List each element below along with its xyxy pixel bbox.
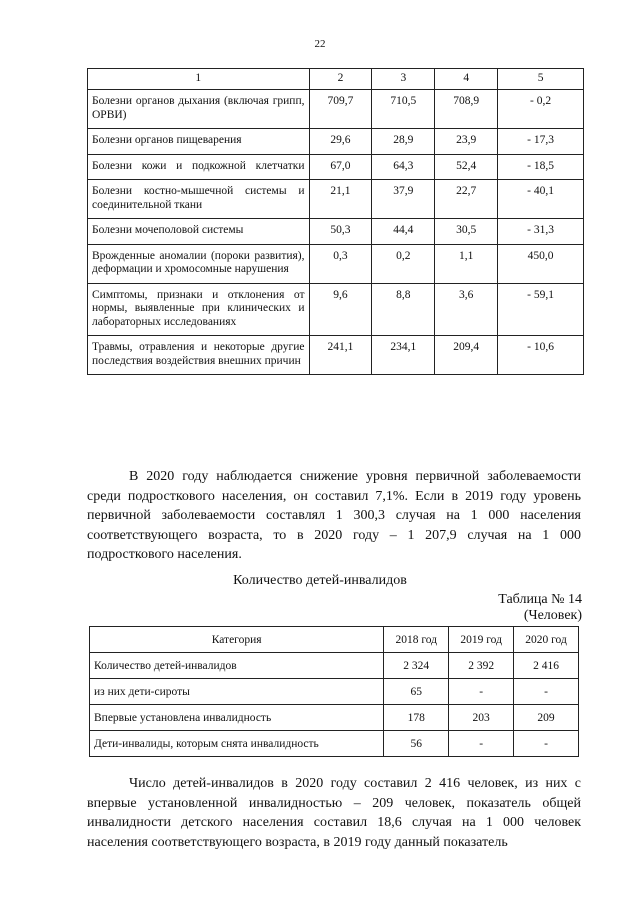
cell-value: 65 [384, 679, 449, 705]
header-cell: 3 [372, 69, 435, 90]
cell-value: - 10,6 [498, 336, 584, 375]
cell-value: - 18,5 [498, 154, 584, 180]
header-cell: 2020 год [514, 627, 579, 653]
row-label: Болезни мочеполовой системы [88, 219, 310, 245]
header-cell: Категория [90, 627, 384, 653]
cell-value: - [514, 679, 579, 705]
cell-value: 8,8 [372, 283, 435, 336]
table-row [88, 219, 584, 245]
row-label: Болезни органов пищеварения [88, 129, 310, 155]
cell-value: 209,4 [435, 336, 498, 375]
cell-value: - [514, 731, 579, 757]
header-cell: 5 [498, 69, 584, 90]
cell-value: - 40,1 [498, 180, 584, 219]
cell-value: 234,1 [372, 336, 435, 375]
row-label: из них дети-сироты [90, 679, 384, 705]
cell-value: 3,6 [435, 283, 498, 336]
cell-value: 2 392 [449, 653, 514, 679]
table-row [88, 283, 584, 336]
row-label: Впервые установлена инвалидность [90, 705, 384, 731]
cell-value: 2 416 [514, 653, 579, 679]
cell-value: 0,2 [372, 244, 435, 283]
header-cell: 2018 год [384, 627, 449, 653]
cell-value: 9,6 [309, 283, 372, 336]
header-cell: 4 [435, 69, 498, 90]
paragraph-disability: Число детей-инвалидов в 2020 году составил 2 416 человек, из них с впервые установленной инвалидностью – 209 человек, показатель общей инвалидности детского населения составил 18,6 случая на 1 000 человек населения соответствующего возраста, в 2019 году данный показатель [87, 776, 581, 850]
cell-value: 50,3 [309, 219, 372, 245]
cell-value: 0,3 [309, 244, 372, 283]
table-row [88, 244, 584, 283]
row-label: Симптомы, признаки и отклонения от нормы, выявленные при клинических и лабораторных исследованиях [88, 283, 310, 336]
row-label: Врожденные аномалии (пороки развития), деформации и хромосомные нарушения [88, 244, 310, 283]
row-label: Болезни органов дыхания (включая грипп, ОРВИ) [88, 90, 310, 129]
cell-value: - 31,3 [498, 219, 584, 245]
cell-value: 241,1 [309, 336, 372, 375]
table-row [88, 154, 584, 180]
cell-value: 30,5 [435, 219, 498, 245]
row-label: Болезни костно-мышечной системы и соединительной ткани [88, 180, 310, 219]
cell-value: 44,4 [372, 219, 435, 245]
header-cell: 1 [88, 69, 310, 90]
cell-value: 209 [514, 705, 579, 731]
disabled-children-table [89, 626, 579, 757]
cell-value: 2 324 [384, 653, 449, 679]
paragraph-morbidity: В 2020 году наблюдается снижение уровня первичной заболеваемости среди подросткового населения, он составил 7,1%. Если в 2019 году уровень первичной заболеваемости составлял 1 300,3 случая на 1 000 населения соответствующего возраста, то в 2020 году – 1 207,9 случая на 1 000 подросткового населения. [87, 469, 581, 562]
cell-value: 708,9 [435, 90, 498, 129]
table2-unit: (Человек) [523, 608, 582, 623]
cell-value: 450,0 [498, 244, 584, 283]
table2-title: Количество детей-инвалидов [233, 573, 407, 588]
cell-value: 178 [384, 705, 449, 731]
cell-value: 1,1 [435, 244, 498, 283]
table-row [90, 705, 579, 731]
row-label: Дети-инвалиды, которым снята инвалидность [90, 731, 384, 757]
cell-value: 23,9 [435, 129, 498, 155]
header-cell: 2 [309, 69, 372, 90]
cell-value: 710,5 [372, 90, 435, 129]
cell-value: - [449, 731, 514, 757]
table-row [88, 336, 584, 375]
cell-value: 28,9 [372, 129, 435, 155]
cell-value: 22,7 [435, 180, 498, 219]
table-row [88, 129, 584, 155]
cell-value: 64,3 [372, 154, 435, 180]
row-label: Количество детей-инвалидов [90, 653, 384, 679]
table-row [90, 679, 579, 705]
table2-number: Таблица № 14 [498, 592, 582, 607]
header-cell: 2019 год [449, 627, 514, 653]
cell-value: 709,7 [309, 90, 372, 129]
table-row [88, 180, 584, 219]
table-header-row [88, 69, 584, 90]
table-header-row [90, 627, 579, 653]
cell-value: - 17,3 [498, 129, 584, 155]
cell-value: 29,6 [309, 129, 372, 155]
cell-value: 67,0 [309, 154, 372, 180]
cell-value: - 0,2 [498, 90, 584, 129]
cell-value: - [449, 679, 514, 705]
row-label: Травмы, отравления и некоторые другие последствия воздействия внешних причин [88, 336, 310, 375]
table-row [90, 731, 579, 757]
cell-value: 21,1 [309, 180, 372, 219]
row-label: Болезни кожи и подкожной клетчатки [88, 154, 310, 180]
table-row [90, 653, 579, 679]
cell-value: 52,4 [435, 154, 498, 180]
cell-value: 56 [384, 731, 449, 757]
cell-value: 203 [449, 705, 514, 731]
cell-value: 37,9 [372, 180, 435, 219]
morbidity-table [87, 68, 584, 375]
cell-value: - 59,1 [498, 283, 584, 336]
page-number: 22 [314, 38, 326, 50]
table-row [88, 90, 584, 129]
